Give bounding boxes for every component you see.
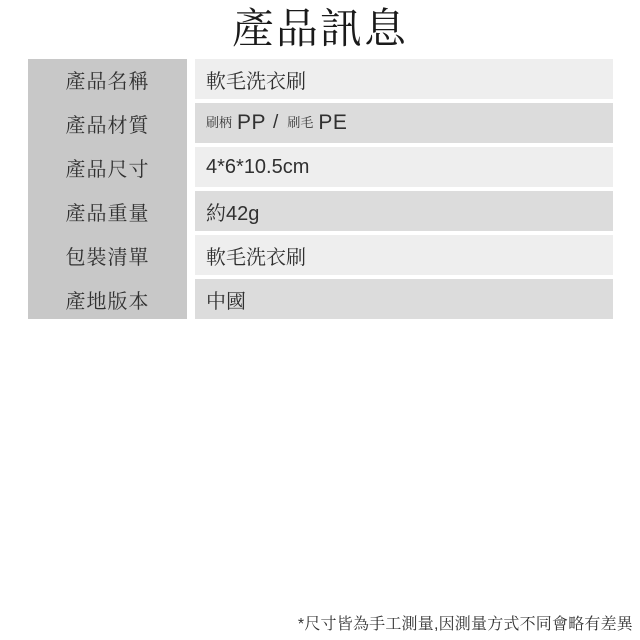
row-value-product-material: [195, 103, 613, 143]
page-title: 產品訊息: [231, 5, 408, 52]
row-value-product-name: 軟毛洗衣刷: [195, 59, 613, 99]
column-divider-gap: [187, 59, 195, 319]
row-value-origin-version: 中國: [195, 279, 613, 319]
row-value-product-weight: 約42g: [195, 191, 613, 231]
material-handle-label: 刷柄: [206, 114, 233, 130]
row-value-product-size: 4*6*10.5cm: [195, 147, 613, 187]
material-bristle-value: PE: [318, 111, 348, 134]
row-value-package-list: 軟毛洗衣刷: [195, 235, 613, 275]
measurement-disclaimer: *尺寸皆為手工測量,因測量方式不同會略有差異: [297, 616, 633, 633]
row-label-product-size: 產品尺寸: [65, 158, 150, 181]
product-info-table: [28, 59, 613, 319]
row-label-product-weight: 產品重量: [65, 202, 150, 225]
row-label-product-name: 產品名稱: [65, 70, 150, 93]
row-label-package-list: 包裝清單: [65, 246, 150, 269]
value-column: [195, 59, 613, 319]
row-label-product-material: 產品材質: [65, 114, 150, 137]
row-label-origin-version: 產地版本: [65, 290, 150, 313]
material-bristle-label: 刷毛: [287, 114, 314, 130]
label-column: [28, 59, 187, 319]
material-separator: /: [273, 112, 279, 133]
material-handle-value: PP: [237, 111, 267, 134]
